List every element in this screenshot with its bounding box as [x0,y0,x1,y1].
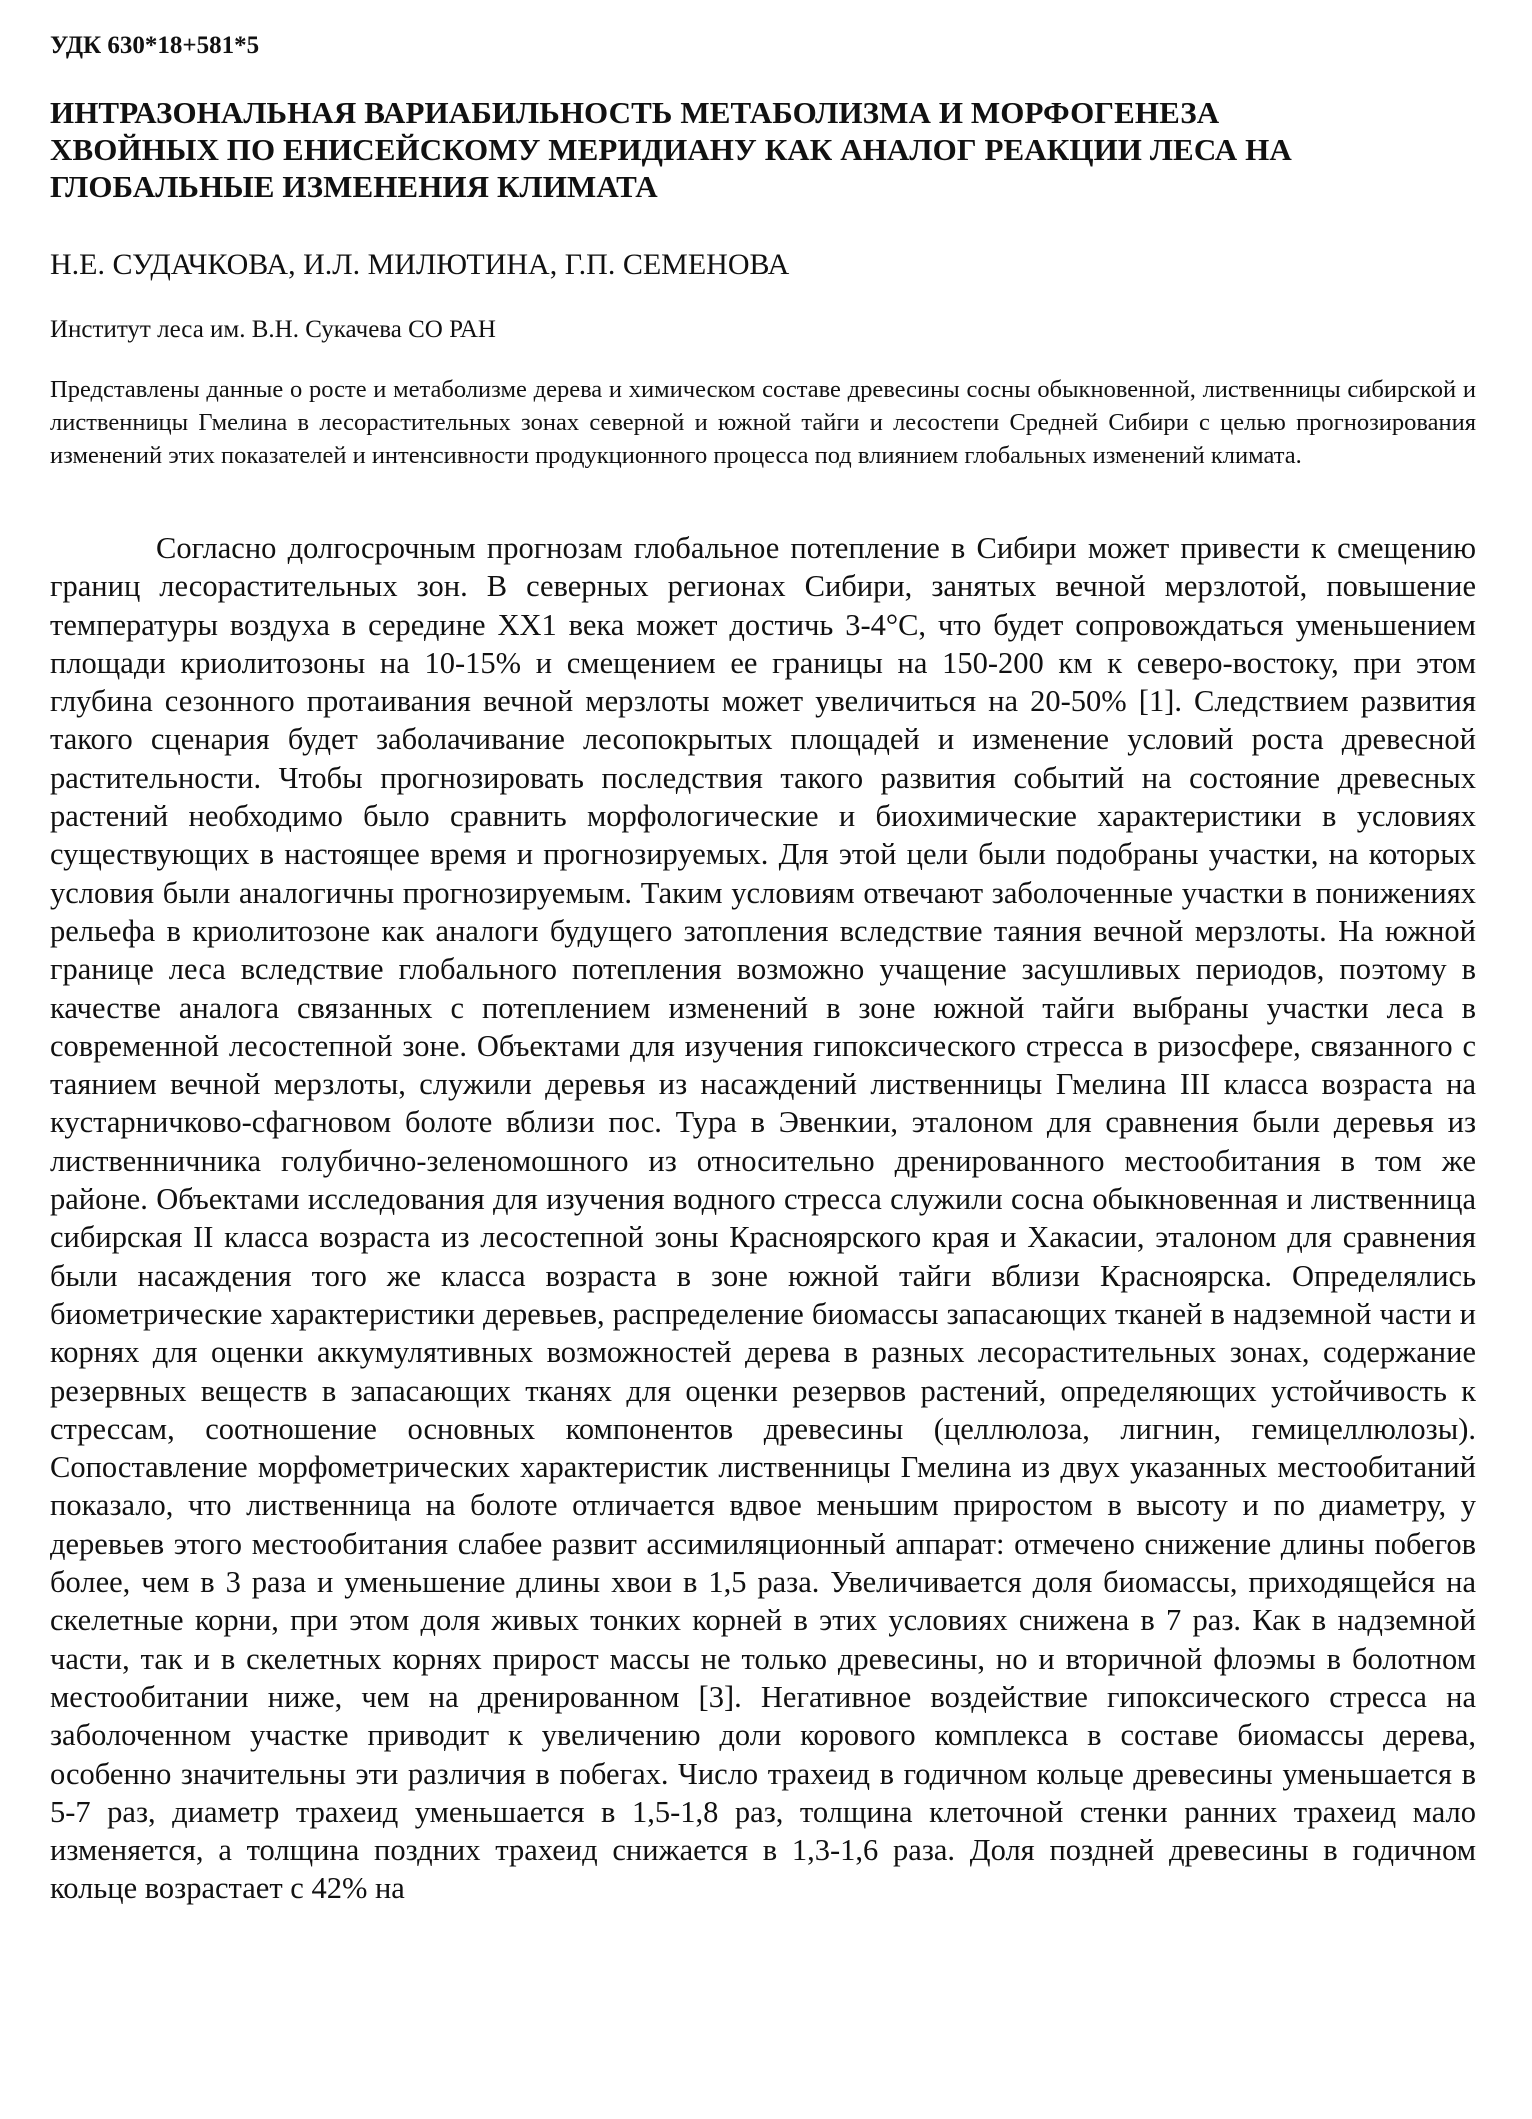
article-abstract: Представлены данные о росте и метаболизме дерева и химическом составе древесины сосны обыкновенной, лиственницы сибирской и лиственницы Гмелина в лесорастительных зонах северной и южной тайги и лесостепи Средней Сибири с целью прогнозирования изменений этих показателей и интенсивности продукционного процесса под влиянием глобальных изменений климата. [50,376,1476,469]
paper-page [50,28,1476,1908]
article-title: ИНТРАЗОНАЛЬНАЯ ВАРИАБИЛЬНОСТЬ МЕТАБОЛИЗМА И МОРФОГЕНЕЗА ХВОЙНЫХ ПО ЕНИСЕЙСКОМУ МЕРИДИАНУ КАК АНАЛОГ РЕАКЦИИ ЛЕСА НА ГЛОБАЛЬНЫЕ ИЗМЕНЕНИЯ КЛИМАТА [50,95,1292,204]
article-authors: Н.Е. СУДАЧКОВА, И.Л. МИЛЮТИНА, Г.П. СЕМЕНОВА [50,248,790,281]
author-affiliation: Институт леса им. В.Н. Сукачева СО РАН [50,316,496,343]
body-paragraph: Согласно долгосрочным прогнозам глобальное потепление в Сибири может привести к смещению границ лесорастительных зон. В северных регионах Сибири, занятых вечной мерзлотой, повышение температуры воздуха в середине XX1 века может достичь 3-4°C, что будет сопровождаться уменьшением площади криолитозоны на 10-15% и смещением ее границы на 150-200 км к северо-востоку, при этом глубина сезонного протаивания вечной мерзлоты может увеличиться на 20-50% [1]. Следствием развития такого сценария будет заболачивание лесопокрытых площадей и изменение условий роста древесной растительности. Чтобы прогнозировать последствия такого развития событий на состояние древесных растений необходимо было сравнить морфологические и биохимические характеристики в условиях существующих в настоящее время и прогнозируемых. Для этой цели были подобраны участки, на которых условия были аналогичны прогнозируемым. Таким условиям отвечают заболоченные участки в понижениях рельефа в криолитозоне как аналоги будущего затопления вследствие таяния вечной мерзлоты. На южной границе леса вследствие глобального потепления возможно учащение засушливых периодов, поэтому в качестве аналога связанных с потеплением изменений в зоне южной тайги выбраны участки леса в современной лесостепной зоне. Объектами для изучения гипоксического стресса в ризосфере, связанного с таянием вечной мерзлоты, служили деревья из насаждений лиственницы Гмелина III класса возраста на кустарничково-сфагновом болоте вблизи пос. Тура в Эвенкии, эталоном для сравнения были деревья из лиственничника голубично-зеленомошного из относительно дренированного местообитания в том же районе. Объектами исследования для изучения водного стресса служили сосна обыкновенная и лиственница сибирская II класса возраста из лесостепной зоны Красноярского края и Хакасии, эталоном для сравнения были насаждения того же класса возраста в зоне южной тайги вблизи Красноярска. Определялись биометрические характеристики деревьев, распределение биомассы запасающих тканей в надземной части и корнях для оценки аккумулятивных возможностей дерева в разных лесорастительных зонах, содержание резервных веществ в запасающих тканях для оценки резервов растений, определяющих устойчивость к стрессам, соотношение основных компонентов древесины (целлюлоза, лигнин, гемицеллюлозы). Сопоставление морфометрических характеристик лиственницы Гмелина из двух указанных местообитаний показало, что лиственница на болоте отличается вдвое меньшим приростом в высоту и по диаметру, у деревьев этого местообитания слабее развит ассимиляционный аппарат: отмечено снижение длины побегов более, чем в 3 раза и уменьшение длины хвои в 1,5 раза. Увеличивается доля биомассы, приходящейся на скелетные корни, при этом доля живых тонких корней в этих условиях снижена в 7 раз. Как в надземной части, так и в скелетных корнях прирост массы не только древесины, но и вторичной флоэмы в болотном местообитании ниже, чем на дренированном [3]. Негативное воздействие гипоксического стресса на заболоченном участке приводит к увеличению доли корового комплекса в составе биомассы дерева, особенно значительны эти различия в побегах. Число трахеид в годичном кольце древесины уменьшается в 5-7 раз, диаметр трахеид уменьшается в 1,5-1,8 раз, толщина клеточной стенки ранних трахеид мало изменяется, а толщина поздних трахеид снижается в 1,3-1,6 раза. Доля поздней древесины в годичном кольце возрастает с 42% на [50,531,1476,1906]
udk-code: УДК 630*18+581*5 [50,32,260,59]
